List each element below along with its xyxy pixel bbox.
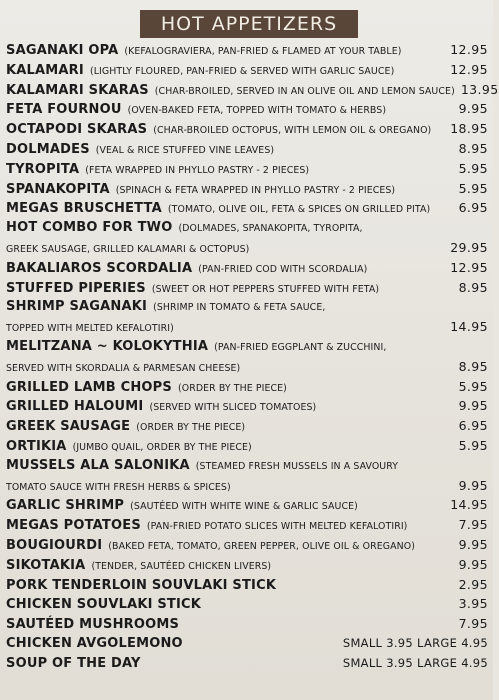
menu-item-line — [6, 139, 488, 159]
item-price: 18.95 — [450, 121, 488, 137]
item-price: 7.95 — [458, 616, 488, 632]
menu-item-line — [6, 159, 488, 179]
item-name: BAKALIAROS SCORDALIA — [6, 260, 193, 276]
item-description: (PAN-FRIED COD WITH SCORDALIA) — [198, 263, 368, 275]
menu-item-line — [6, 238, 488, 258]
item-name: TYROPITA — [6, 161, 80, 177]
item-description: (VEAL & RICE STUFFED VINE LEAVES) — [95, 144, 275, 156]
item-description: (SHRIMP IN TOMATO & FETA SAUCE, — [153, 302, 326, 314]
item-description: (TENDER, SAUTÉED CHICKEN LIVERS) — [91, 560, 272, 572]
item-size-prices — [343, 634, 488, 654]
item-description: (STEAMED FRESH MUSSELS IN A SAVOURY — [195, 460, 399, 472]
menu-item-line — [6, 258, 488, 278]
item-name: FETA FOURNOU — [6, 102, 122, 118]
menu-item-line — [6, 654, 488, 674]
item-description: (CHAR-BROILED OCTOPUS, WITH LEMON OIL & OREGANO) — [153, 125, 432, 137]
menu-item — [6, 456, 488, 496]
item-description: (ORDER BY THE PIECE) — [136, 422, 246, 434]
item-price: 8.95 — [458, 140, 488, 156]
menu-item-line — [6, 495, 488, 515]
menu-item-line — [6, 396, 488, 416]
item-price: 13.95 — [460, 81, 499, 97]
menu-item — [6, 198, 488, 218]
item-description: (BAKED FETA, TOMATO, GREEN PEPPER, OLIVE OIL & OREGANO) — [108, 540, 415, 552]
item-name: HOT COMBO FOR TWO — [6, 220, 173, 236]
menu-item-line — [6, 60, 488, 80]
item-description: (LIGHTLY FLOURED, PAN-FRIED & SERVED WITH GARLIC SAUCE) — [89, 65, 395, 77]
menu-item — [6, 634, 488, 654]
menu-item-line — [6, 119, 488, 139]
item-description: (SWEET OR HOT PEPPERS STUFFED WITH FETA) — [151, 283, 380, 295]
menu-item — [6, 555, 488, 575]
menu-item — [6, 40, 488, 60]
item-price: 6.95 — [458, 418, 488, 434]
item-price: 5.95 — [458, 437, 488, 453]
item-name: GRILLED HALOUMI — [6, 399, 144, 415]
large-label: LARGE — [417, 655, 458, 670]
item-description: (JUMBO QUAIL, ORDER BY THE PIECE) — [72, 441, 252, 453]
menu-item — [6, 297, 488, 337]
item-name: MUSSELS ALA SALONIKA — [6, 457, 190, 473]
item-price: 8.95 — [458, 279, 488, 295]
menu-item-line — [6, 476, 488, 496]
menu-item — [6, 119, 488, 139]
menu-item-line — [6, 297, 488, 317]
item-price: 12.95 — [450, 61, 488, 77]
item-description-continued: TOPPED WITH MELTED KEFALOTIRI) — [6, 323, 174, 335]
menu-item — [6, 159, 488, 179]
item-name: DOLMADES — [6, 141, 90, 157]
item-price: 9.95 — [458, 101, 488, 117]
item-description: (PAN-FRIED POTATO SLICES WITH MELTED KEFALOTIRI) — [146, 521, 408, 533]
menu-item-line — [6, 179, 488, 199]
menu-item — [6, 60, 488, 80]
menu-item — [6, 416, 488, 436]
menu-item-line — [6, 614, 488, 634]
menu-item-line — [6, 515, 488, 535]
item-name: GREEK SAUSAGE — [6, 419, 131, 435]
item-name: OCTAPODI SKARAS — [6, 122, 148, 138]
menu-item-line — [6, 40, 488, 60]
item-price: 2.95 — [458, 576, 488, 592]
item-price: 8.95 — [458, 358, 488, 374]
menu-item — [6, 99, 488, 119]
menu-item — [6, 179, 488, 199]
menu-item-line — [6, 317, 488, 337]
item-description: (PAN-FRIED EGGPLANT & ZUCCHINI, — [214, 341, 387, 353]
item-name: MELITZANA ~ KOLOKYTHIA — [6, 338, 209, 354]
item-name: SPANAKOPITA — [6, 181, 110, 197]
menu-item — [6, 258, 488, 278]
item-name: STUFFED PIPERIES — [6, 280, 146, 296]
item-price: 12.95 — [450, 42, 488, 57]
item-name: PORK TENDERLOIN SOUVLAKI STICK — [6, 577, 277, 593]
menu-item-line — [6, 198, 488, 218]
menu-item-line — [6, 218, 488, 238]
item-name: SIKOTAKIA — [6, 557, 86, 573]
large: 4.95 — [461, 655, 488, 670]
menu-item-line — [6, 416, 488, 436]
menu-item-line — [6, 278, 488, 298]
item-name: CHICKEN SOUVLAKI STICK — [6, 597, 202, 613]
item-description: (DOLMADES, SPANAKOPITA, TYROPITA, — [178, 223, 363, 235]
item-description: (OVEN-BAKED FETA, TOPPED WITH TOMATO & HERBS) — [127, 105, 387, 117]
menu-item — [6, 377, 488, 397]
menu-item — [6, 80, 499, 100]
item-description: (SPINACH & FETA WRAPPED IN PHYLLO PASTRY - 2 PIECES) — [115, 184, 396, 196]
menu-item-line — [6, 555, 488, 575]
item-name: GARLIC SHRIMP — [6, 498, 125, 514]
section-header — [140, 10, 358, 38]
menu-item-line — [6, 456, 488, 476]
menu-item — [6, 218, 488, 258]
menu-item — [6, 594, 488, 614]
item-price: 5.95 — [458, 160, 488, 176]
item-name: SHRIMP SAGANAKI — [6, 299, 148, 315]
menu-item — [6, 337, 488, 377]
menu-item-line — [6, 594, 488, 614]
large-label: LARGE — [417, 635, 458, 650]
menu-item-line — [6, 634, 488, 654]
menu-item — [6, 396, 488, 416]
menu-item — [6, 278, 488, 298]
item-name: SOUP OF THE DAY — [6, 655, 141, 671]
section-title: HOT APPETIZERS — [160, 13, 338, 35]
menu-item-line — [6, 80, 499, 100]
item-price: 5.95 — [458, 378, 488, 394]
item-size-prices — [343, 654, 488, 674]
item-name: MEGAS BRUSCHETTA — [6, 201, 162, 217]
item-description: (KEFALOGRAVIERA, PAN-FRIED & FLAMED AT YOUR TABLE) — [124, 46, 402, 57]
small-label: SMALL — [342, 635, 383, 650]
menu-item — [6, 436, 488, 456]
menu-item — [6, 495, 488, 515]
large: 4.95 — [461, 635, 488, 650]
menu-item-line — [6, 575, 488, 595]
item-price: 5.95 — [458, 180, 488, 196]
item-price: 12.95 — [450, 259, 488, 275]
menu-item — [6, 139, 488, 159]
item-description: (SAUTÉED WITH WHITE WINE & GARLIC SAUCE) — [130, 501, 358, 513]
item-description-continued: GREEK SAUSAGE, GRILLED KALAMARI & OCTOPUS) — [6, 243, 250, 255]
menu-item-line — [6, 357, 488, 377]
item-price: 14.95 — [450, 497, 488, 513]
menu-item — [6, 535, 488, 555]
item-price: 9.95 — [458, 398, 488, 414]
item-price: 29.95 — [450, 239, 488, 255]
menu-list — [6, 40, 499, 674]
item-price: 9.95 — [458, 536, 488, 552]
item-name: BOUGIOURDI — [6, 537, 103, 553]
item-name: SAGANAKI OPA — [6, 43, 119, 58]
item-name: CHICKEN AVGOLEMONO — [6, 635, 183, 651]
item-name: SAUTÉED MUSHROOMS — [6, 617, 180, 633]
small: 3.95 — [386, 635, 414, 650]
menu-item-line — [6, 99, 488, 119]
item-price: 14.95 — [450, 319, 488, 335]
item-description-continued: SERVED WITH SKORDALIA & PARMESAN CHEESE) — [6, 362, 241, 374]
item-name: KALAMARI SKARAS — [6, 82, 149, 98]
item-description: (FETA WRAPPED IN PHYLLO PASTRY - 2 PIECES) — [85, 164, 310, 176]
menu-item-line — [6, 436, 488, 456]
menu-item — [6, 575, 488, 595]
menu-item — [6, 515, 488, 535]
item-description-continued: TOMATO SAUCE WITH FRESH HERBS & SPICES) — [6, 481, 231, 493]
menu-item — [6, 654, 488, 674]
item-name: KALAMARI — [6, 62, 84, 78]
item-name: ORTIKIA — [6, 438, 67, 454]
item-price: 9.95 — [458, 556, 488, 572]
menu-item-line — [6, 535, 488, 555]
item-price: 3.95 — [458, 596, 488, 612]
small-label: SMALL — [342, 655, 383, 670]
item-name: GRILLED LAMB CHOPS — [6, 379, 172, 395]
item-price: 7.95 — [458, 517, 488, 533]
menu-item-line — [6, 377, 488, 397]
item-description: (CHAR-BROILED, SERVED IN AN OLIVE OIL AND LEMON SAUCE) — [154, 85, 455, 97]
item-name: MEGAS POTATOES — [6, 518, 141, 534]
menu-item — [6, 614, 488, 634]
item-description: (ORDER BY THE PIECE) — [177, 382, 287, 394]
item-description: (TOMATO, OLIVE OIL, FETA & SPICES ON GRILLED PITA) — [167, 204, 431, 216]
small: 3.95 — [386, 655, 414, 670]
menu-item-line — [6, 337, 488, 357]
item-description: (SERVED WITH SLICED TOMATOES) — [149, 402, 317, 414]
item-price: 9.95 — [458, 477, 488, 493]
item-price: 6.95 — [458, 200, 488, 216]
